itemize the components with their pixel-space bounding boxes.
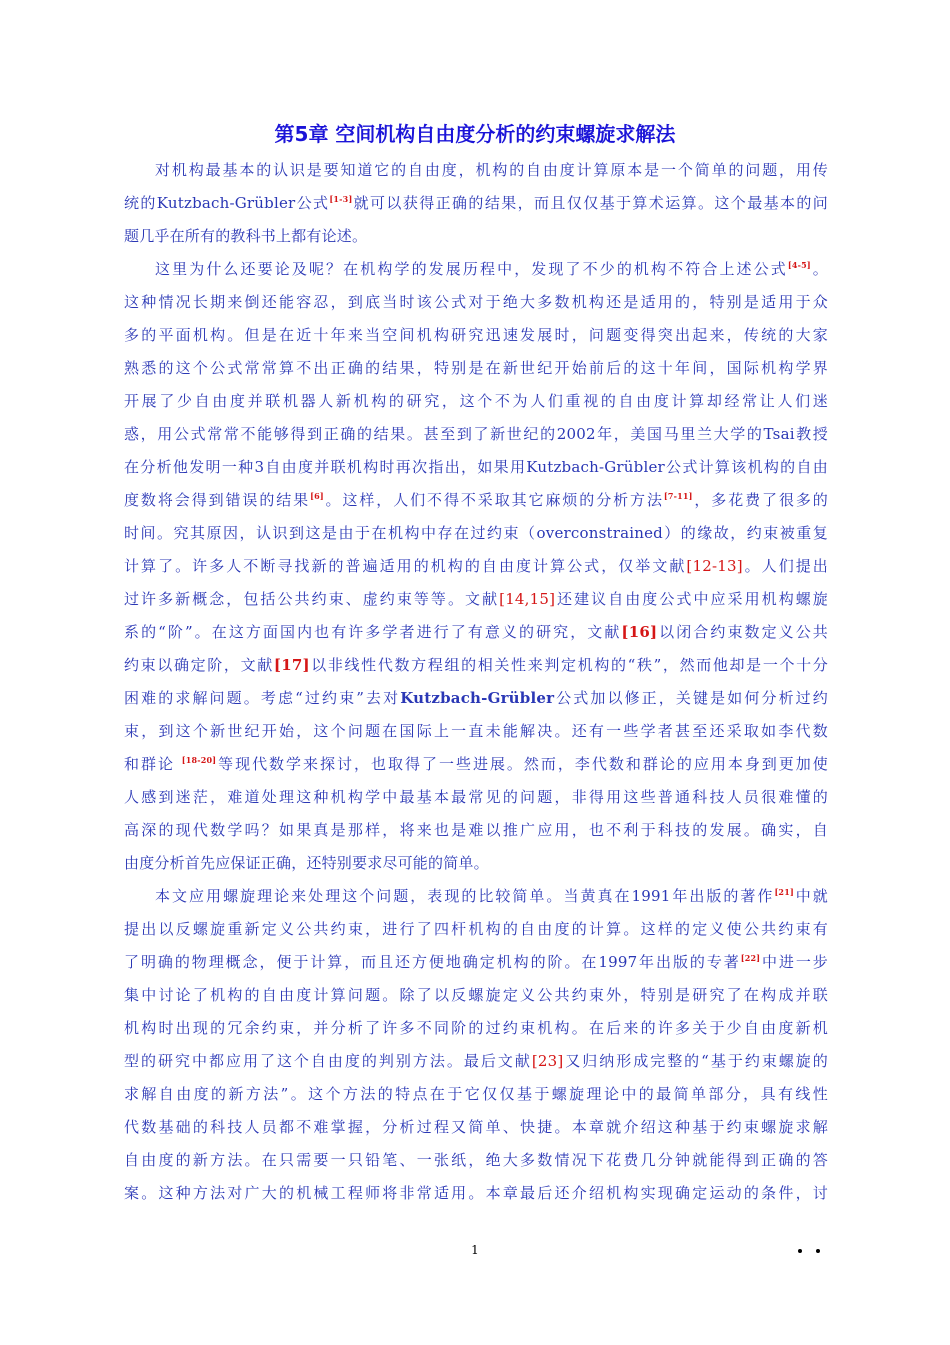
paragraph-3-line bbox=[124, 913, 828, 946]
text-run: 时间。究其原因，认识到这是由于在机构中存在过约束（overconstrained）的缘故，约束被重复 bbox=[124, 524, 828, 542]
citation-superscript: [18-20] bbox=[181, 755, 217, 765]
text-run: 约束以确定阶，文献 bbox=[124, 656, 274, 674]
text-run: 这种情况长期来倒还能容忍，到底当时该公式对于绝大多数机构还是适用的，特别是适用于众 bbox=[124, 293, 828, 311]
paragraph-3-line bbox=[124, 1111, 828, 1144]
text-run: 。人们提出 bbox=[742, 557, 828, 575]
paragraph-2-line bbox=[124, 385, 828, 418]
text-run: 了明确的物理概念，便于计算，而且还方便地确定机构的阶。在1997年出版的专著 bbox=[124, 953, 741, 971]
text-run: 统的Kutzbach-Grübler公式 bbox=[124, 194, 330, 212]
paragraph-2-line bbox=[124, 583, 828, 616]
footer-dot-icon bbox=[816, 1249, 820, 1253]
text-run: 就可以获得正确的结果，而且仅仅基于算术运算。这个最基本的问 bbox=[352, 194, 828, 212]
citation-link[interactable]: [14,15] bbox=[499, 590, 556, 608]
text-run: 困难的求解问题。考虑“过约束”去对 bbox=[124, 689, 401, 707]
text-run: 等现代数学来探讨，也取得了一些进展。然而，李代数和群论的应用本身到更加使 bbox=[216, 755, 828, 773]
text-run: 以非线性代数方程组的相关性来判定机构的“秩”，然而他却是一个十分 bbox=[309, 656, 828, 674]
text-run: 束，到这个新世纪开始，这个问题在国际上一直未能解决。还有一些学者甚至还采取如李代数 bbox=[124, 722, 828, 740]
text-run: 以闭合约束数定义公共 bbox=[657, 623, 828, 641]
paragraph-3-line bbox=[155, 880, 828, 913]
paragraph-2-line bbox=[124, 517, 828, 550]
paragraph-2-line bbox=[124, 418, 828, 451]
paragraph-3-line bbox=[124, 946, 828, 979]
text-run: 在分析他发明一种3自由度并联机构时再次指出，如果用Kutzbach-Grübler公式计算该机构的自由 bbox=[124, 458, 828, 476]
text-run: 由度分析首先应保证正确，还特别要求尽可能的简单。 bbox=[124, 854, 489, 872]
footer-dot-icon bbox=[798, 1249, 802, 1253]
paragraph-3-line bbox=[124, 1078, 828, 1111]
citation-link[interactable]: [16] bbox=[621, 623, 658, 641]
citation-link[interactable]: [17] bbox=[273, 656, 310, 674]
paragraph-2-line bbox=[124, 616, 828, 649]
paragraph-2-line bbox=[124, 286, 828, 319]
text-run: 代数基础的科技人员都不难掌握，分析过程又简单、快捷。本章就介绍这种基于约束螺旋求解 bbox=[124, 1118, 828, 1136]
paragraph-3-line bbox=[124, 1177, 828, 1210]
paragraph-1-line bbox=[155, 154, 828, 187]
paragraph-2-line bbox=[124, 748, 828, 781]
text-run: 提出以反螺旋重新定义公共约束，进行了四杆机构的自由度的计算。这样的定义使公共约束有 bbox=[124, 920, 828, 938]
text-run: 机构时出现的冗余约束，并分析了许多不同阶的过约束机构。在后来的许多关于少自由度新机 bbox=[124, 1019, 828, 1037]
text-run: 度数将会得到错误的结果 bbox=[124, 491, 311, 509]
text-run: 题几乎在所有的教科书上都有论述。 bbox=[124, 227, 368, 245]
chapter-title: 第5章 空间机构自由度分析的约束螺旋求解法 bbox=[274, 122, 676, 146]
paragraph-2-line bbox=[124, 484, 828, 517]
text-run: 。这样，人们不得不采取其它麻烦的分析方法 bbox=[323, 491, 664, 509]
citation-link[interactable]: [12-13] bbox=[686, 557, 743, 575]
paragraph-2-line bbox=[124, 451, 828, 484]
text-run: 又归纳形成完整的“基于约束螺旋的 bbox=[563, 1052, 828, 1070]
text-run: 对机构最基本的认识是要知道它的自由度，机构的自由度计算原本是一个简单的问题，用传 bbox=[155, 161, 828, 179]
paragraph-3-line bbox=[124, 979, 828, 1012]
text-run: 公式加以修正，关键是如何分析过约 bbox=[554, 689, 828, 707]
paragraph-3-line bbox=[124, 1012, 828, 1045]
text-run: 集中讨论了机构的自由度计算问题。除了以反螺旋定义公共约束外，特别是研究了在构成并联 bbox=[124, 986, 828, 1004]
citation-superscript: [21] bbox=[774, 887, 794, 897]
paragraph-3-line bbox=[124, 1045, 828, 1078]
text-run: 中就 bbox=[793, 887, 828, 905]
text-run: 高深的现代数学吗？如果真是那样，将来也是难以推广应用，也不利于科技的发展。确实，自 bbox=[124, 821, 828, 839]
text-run: 熟悉的这个公式常常算不出正确的结果，特别是在新世纪开始前后的这十年间，国际机构学界 bbox=[124, 359, 828, 377]
citation-superscript: [7-11] bbox=[663, 491, 693, 501]
citation-superscript: [6] bbox=[310, 491, 324, 501]
text-run: 多的平面机构。但是在近十年来当空间机构研究迅速发展时，问题变得突出起来，传统的大家 bbox=[124, 326, 828, 344]
paragraph-2-line bbox=[124, 550, 828, 583]
formula-name: Kutzbach-Grübler bbox=[400, 689, 555, 707]
text-run: 计算了。许多人不断寻找新的普遍适用的机构的自由度计算公式，仅举文献 bbox=[124, 557, 687, 575]
paragraph-2-line bbox=[124, 814, 828, 847]
text-run: 过许多新概念，包括公共约束、虚约束等等。文献 bbox=[124, 590, 500, 608]
text-run: 还建议自由度公式中应采用机构螺旋 bbox=[555, 590, 829, 608]
text-run: 系的“阶”。在这方面国内也有许多学者进行了有意义的研究，文献 bbox=[124, 623, 622, 641]
text-run: 和群论 bbox=[124, 755, 182, 773]
paragraph-2-line bbox=[124, 682, 828, 715]
paragraph-3-line bbox=[124, 1144, 828, 1177]
text-run: 人感到迷茫，难道处理这种机构学中最基本最常见的问题，非得用这些普通科技人员很难懂的 bbox=[124, 788, 828, 806]
paragraph-2-line bbox=[155, 253, 828, 286]
paragraph-1-line bbox=[124, 187, 828, 220]
citation-superscript: [1-3] bbox=[329, 194, 353, 204]
paragraph-1-line bbox=[124, 220, 828, 253]
text-run: 这里为什么还要论及呢？在机构学的发展历程中，发现了不少的机构不符合上述公式 bbox=[155, 260, 788, 278]
paragraph-2-line bbox=[124, 847, 828, 880]
paragraph-2-line bbox=[124, 715, 828, 748]
paragraph-2-line bbox=[124, 781, 828, 814]
paragraph-2-line bbox=[124, 352, 828, 385]
text-run: ，多花费了很多的 bbox=[692, 491, 828, 509]
citation-superscript: [22] bbox=[740, 953, 761, 963]
text-run: 型的研究中都应用了这个自由度的判别方法。最后文献 bbox=[124, 1052, 532, 1070]
text-run: 开展了少自由度并联机器人新机构的研究，这个不为人们重视的自由度计算却经常让人们迷 bbox=[124, 392, 828, 410]
text-run: 自由度的新方法。在只需要一只铅笔、一张纸，绝大多数情况下花费几分钟就能得到正确的答 bbox=[124, 1151, 828, 1169]
text-run: 惑，用公式常常不能够得到正确的结果。甚至到了新世纪的2002年，美国马里兰大学的Tsai教授 bbox=[124, 425, 828, 443]
citation-superscript: [4-5] bbox=[787, 260, 811, 270]
text-run: 求解自由度的新方法”。这个方法的特点在于它仅仅基于螺旋理论中的最简单部分，具有线性 bbox=[124, 1085, 828, 1103]
citation-link[interactable]: [23] bbox=[531, 1052, 564, 1070]
text-run: 。 bbox=[810, 260, 828, 278]
page-number: 1 bbox=[471, 1243, 479, 1257]
text-run: 本文应用螺旋理论来处理这个问题，表现的比较简单。当黄真在1991年出版的著作 bbox=[155, 887, 775, 905]
text-run: 中进一步 bbox=[760, 953, 828, 971]
text-run: 案。这种方法对广大的机械工程师将非常适用。本章最后还介绍机构实现确定运动的条件，讨 bbox=[124, 1184, 828, 1202]
paragraph-2-line bbox=[124, 649, 828, 682]
paragraph-2-line bbox=[124, 319, 828, 352]
